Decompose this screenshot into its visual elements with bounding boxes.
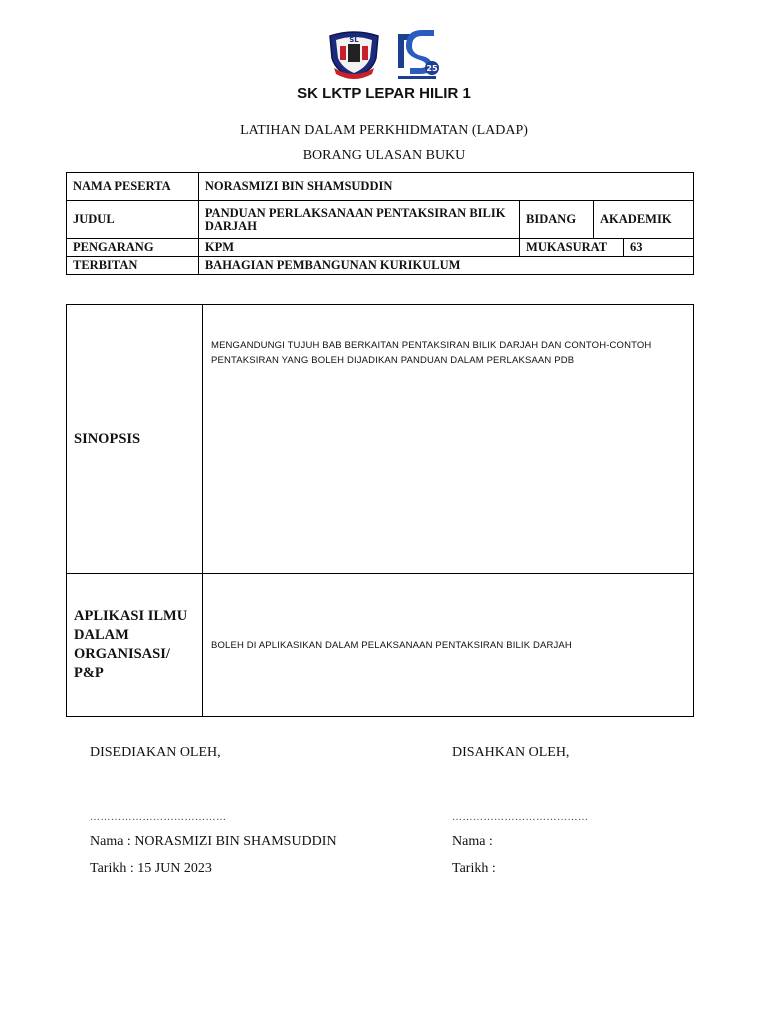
book-info-table	[66, 172, 694, 275]
book-title-label: JUDUL	[67, 201, 199, 239]
publisher-value: BAHAGIAN PEMBANGUNAN KURIKULUM	[198, 257, 693, 275]
publisher-row	[67, 257, 694, 275]
approved-signature-line: …………………………………	[452, 812, 589, 823]
approved-by-label: DISAHKAN OLEH,	[452, 745, 570, 760]
prepared-by-label: DISEDIAKAN OLEH,	[90, 745, 221, 760]
publisher-label: TERBITAN	[67, 257, 199, 275]
application-row	[67, 574, 694, 717]
synopsis-label: SINOPSIS	[67, 305, 203, 574]
synopsis-row	[67, 305, 694, 574]
application-label: APLIKASI ILMU DALAM ORGANISASI/ P&P	[67, 574, 203, 717]
participant-name-value: NORASMIZI BIN SHAMSUDDIN	[198, 173, 693, 201]
school-name: SK LKTP LEPAR HILIR 1	[297, 85, 471, 102]
prepared-name-line: Nama : NORASMIZI BIN SHAMSUDDIN	[90, 834, 337, 849]
prepared-date-line: Tarikh : 15 JUN 2023	[90, 861, 212, 876]
program-title: LATIHAN DALAM PERKHIDMATAN (LADAP)	[240, 123, 528, 138]
school-crest-logo	[326, 28, 382, 80]
title-row	[67, 201, 694, 239]
field-label: BIDANG	[520, 201, 594, 239]
participant-row	[67, 173, 694, 201]
participant-name-label: NAMA PESERTA	[67, 173, 199, 201]
svg-text:25: 25	[426, 64, 438, 73]
author-value: KPM	[198, 239, 519, 257]
svg-text:SL: SL	[349, 36, 359, 44]
form-title: BORANG ULASAN BUKU	[302, 148, 466, 163]
logo-bar	[0, 28, 768, 84]
review-table	[66, 304, 694, 717]
book-title-value: PANDUAN PERLAKSANAAN PENTAKSIRAN BILIK DARJAH	[198, 201, 519, 239]
author-label: PENGARANG	[67, 239, 199, 257]
approved-date-line: Tarikh :	[452, 861, 496, 876]
pages-label: MUKASURAT	[520, 239, 624, 257]
application-value: BOLEH DI APLIKASIKAN DALAM PELAKSANAAN PENTAKSIRAN BILIK DARJAH	[203, 574, 694, 717]
pages-value: 63	[624, 239, 694, 257]
prepared-signature-line: …………………………………	[90, 812, 227, 823]
synopsis-value: MENGANDUNGI TUJUH BAB BERKAITAN PENTAKSIRAN BILIK DARJAH DAN CONTOH-CONTOH PENTAKSIRAN YANG BOLEH DIJADIKAN PANDUAN DALAM PERLAKSAAN PDB	[203, 305, 694, 574]
author-row	[67, 239, 694, 257]
approved-name-line: Nama :	[452, 834, 493, 849]
anniversary-logo	[392, 28, 442, 80]
field-value: AKADEMIK	[594, 201, 694, 239]
